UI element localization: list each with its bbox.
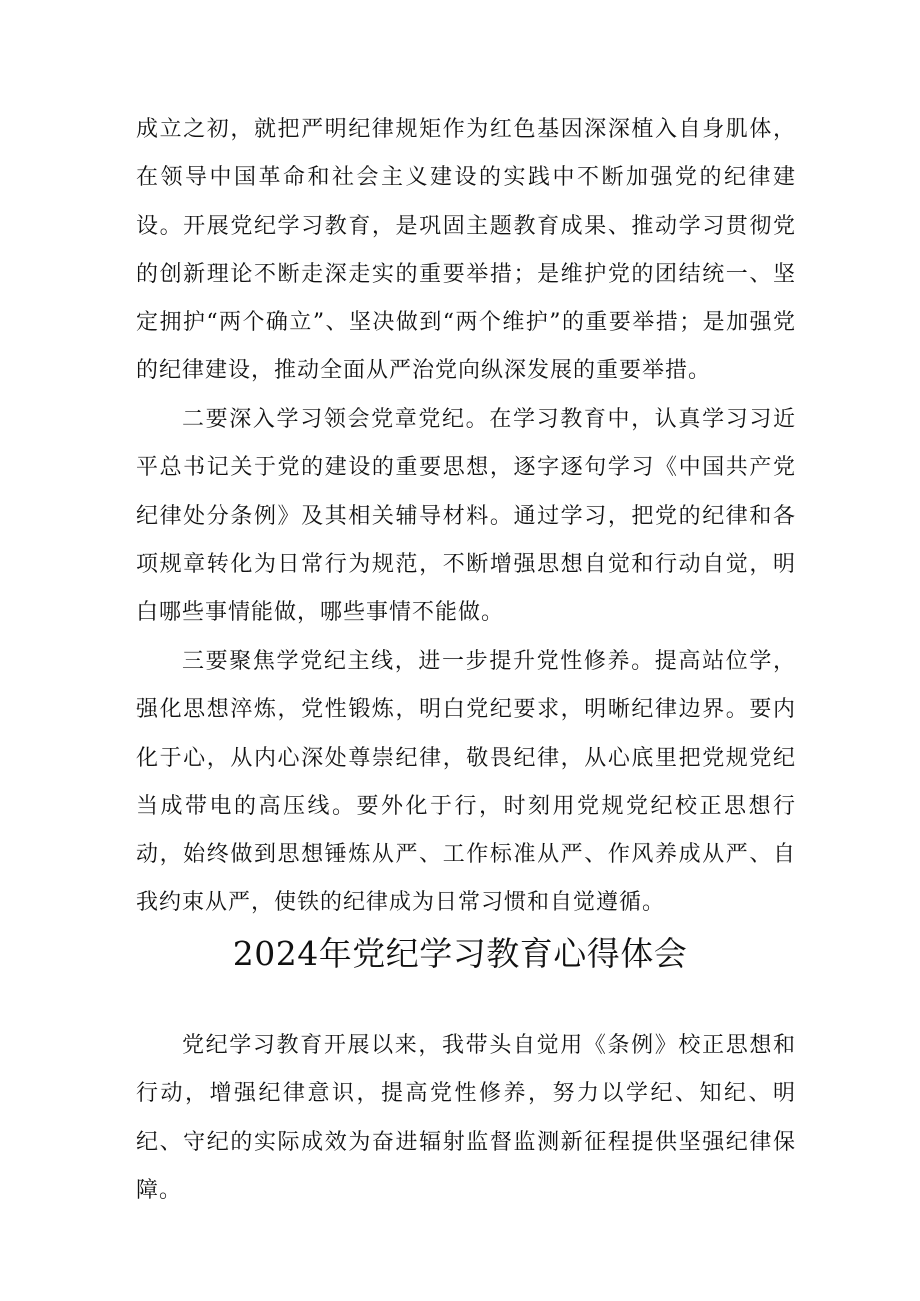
body-paragraph-3: 三要聚焦学党纪主线，进一步提升党性修养。提高站位学，强化思想淬炼，党性锻炼，明白党纪要求，明晰纪律边界。要内化于心，从内心深处尊崇纪律，敬畏纪律，从心底里把党规党纪当成带电的高压线。要外化于行，时刻用党规党纪校正思想行动，始终做到思想锤炼从严、工作标准从严、作风养成从严、自我约束从严，使铁的纪律成为日常习惯和自觉遵循。 [136,649,796,916]
body-paragraph-2: 二要深入学习领会党章党纪。在学习教育中，认真学习习近平总书记关于党的建设的重要思想，逐字逐句学习《中国共产党纪律处分条例》及其相关辅导材料。通过学习，把党的纪律和各项规章转化为日常行为规范，不断增强思想自觉和行动自觉，明白哪些事情能做，哪些事情不能做。 [136,407,796,626]
body-paragraph-1: 成立之初，就把严明纪律规矩作为红色基因深深植入自身肌体，在领导中国革命和社会主义建设的实践中不断加强党的纪律建设。开展党纪学习教育，是巩固主题教育成果、推动学习贯彻党的创新理论不断走深走实的重要举措；是维护党的团结统一、坚定拥护“两个确立”、坚决做到“两个维护”的重要举措；是加强党的纪律建设，推动全面从严治党向纵深发展的重要举措。 [136,117,796,384]
section-paragraph: 党纪学习教育开展以来，我带头自觉用《条例》校正思想和行动，增强纪律意识，提高党性修养，努力以学纪、知纪、明纪、守纪的实际成效为奋进辐射监督监测新征程提供坚强纪律保障。 [136,1033,796,1203]
section-title: 2024年党纪学习教育心得体会 [232,934,688,973]
